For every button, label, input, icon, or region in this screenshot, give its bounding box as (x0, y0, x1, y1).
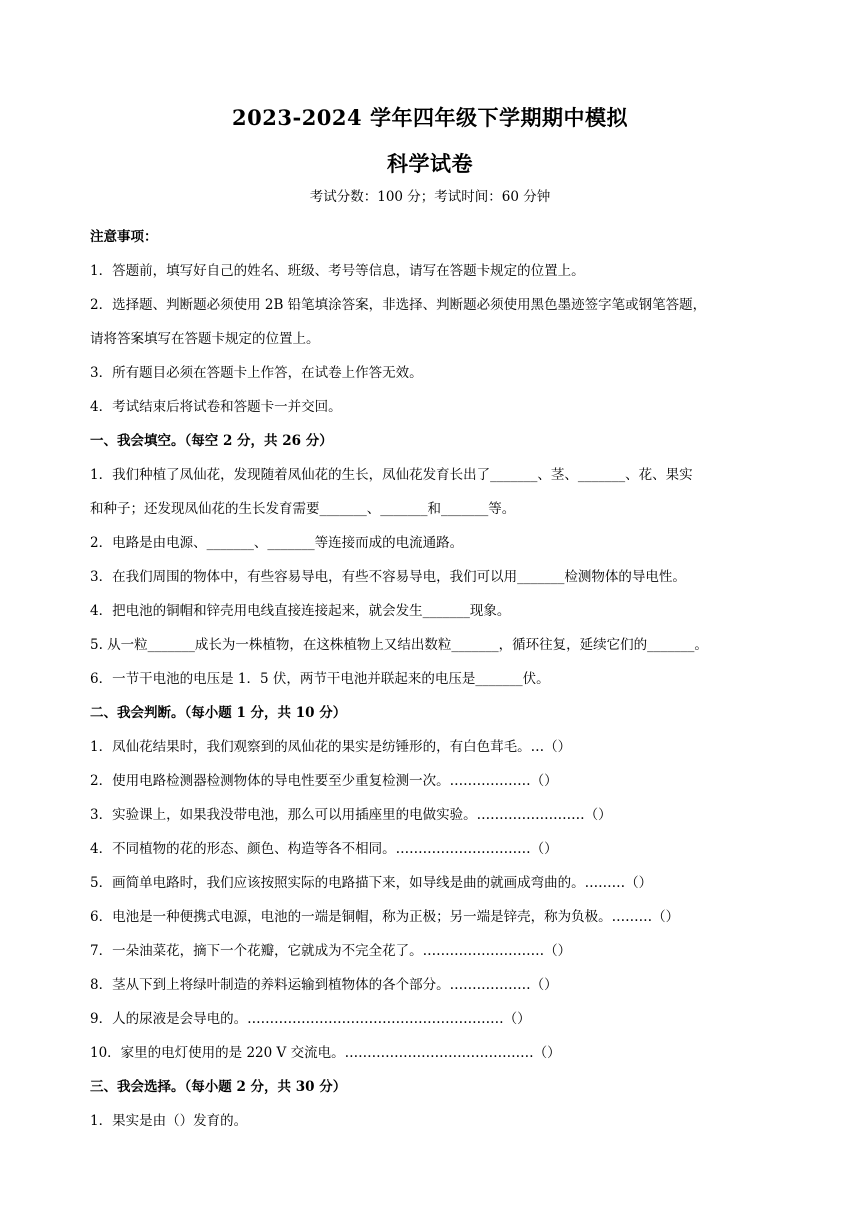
notice-heading: 注意事项： (90, 229, 158, 245)
judgement-question: 9．人的尿液是会导电的。…………………………………………………（） (90, 1011, 531, 1027)
notice-item: 请将答案填写在答题卡规定的位置上。 (90, 331, 320, 347)
notice-item: 2．选择题、判断题必须使用 2B 铅笔填涂答案，非选择、判断题必须使用黑色墨迹签字笔或钢笔答题， (90, 297, 707, 313)
judgement-question: 2．使用电路检测器检测物体的导电性要至少重复检测一次。………………（） (90, 773, 558, 789)
fill-blank-question: 5. 从一粒_______成长为一株植物，在这株植物上又结出数粒_______，循环往复，延续它们的_______。 (90, 637, 708, 653)
fill-blank-question: 4．把电池的铜帽和锌壳用电线直接连接起来，就会发生_______现象。 (90, 603, 511, 619)
judgement-question: 10．家里的电灯使用的是 220 V 交流电。……………………………………（） (90, 1045, 561, 1061)
fill-blank-question: 2．电路是由电源、_______、_______等连接而成的电流通路。 (90, 535, 464, 551)
fill-blank-question: 和种子；还发现凤仙花的生长发育需要_______、_______和_______等。 (90, 501, 516, 517)
judgement-question: 3．实验课上，如果我没带电池，那么可以用插座里的电做实验。……………………（） (90, 807, 612, 823)
section2-heading: 二、我会判断。（每小题 1 分，共 10 分） (90, 705, 347, 721)
notice-item: 3．所有题目必须在答题卡上作答，在试卷上作答无效。 (90, 365, 423, 381)
exam-info: 考试分数：100 分；考试时间：60 分钟 (309, 189, 551, 205)
judgement-question: 5．画简单电路时，我们应该按照实际的电路描下来，如导线是曲的就画成弯曲的。………（） (90, 875, 653, 891)
choice-question: 1．果实是由（）发育的。 (90, 1113, 248, 1129)
fill-blank-question: 1．我们种植了凤仙花，发现随着凤仙花的生长，凤仙花发育长出了_______、茎、_______、花、果实 (90, 467, 693, 483)
exam-body (90, 220, 770, 1138)
judgement-question: 4．不同植物的花的形态、颜色、构造等各不相同。…………………………（） (90, 841, 558, 857)
judgement-question: 1．凤仙花结果时，我们观察到的凤仙花的果实是纺锤形的，有白色茸毛。…（） (90, 739, 572, 755)
judgement-question: 8．茎从下到上将绿叶制造的养料运输到植物体的各个部分。………………（） (90, 977, 558, 993)
exam-subject-title: 科学试卷 (387, 151, 473, 176)
section3-heading: 三、我会选择。（每小题 2 分，共 30 分） (90, 1079, 347, 1095)
section1-heading: 一、我会填空。（每空 2 分，共 26 分） (90, 433, 333, 449)
exam-title: 2023-2024 学年四年级下学期期中模拟 (232, 105, 628, 130)
fill-blank-question: 3．在我们周围的物体中，有些容易导电，有些不容易导电，我们可以用_______检测物体的导电性。 (90, 569, 686, 585)
notice-item: 4．考试结束后将试卷和答题卡一并交回。 (90, 399, 342, 415)
judgement-question: 7．一朵油菜花，摘下一个花瓣，它就成为不完全花了。………………………（） (90, 943, 572, 959)
notice-item: 1．答题前，填写好自己的姓名、班级、考号等信息，请写在答题卡规定的位置上。 (90, 263, 585, 279)
judgement-question: 6．电池是一种便携式电源，电池的一端是铜帽，称为正极；另一端是锌壳，称为负极。………（） (90, 909, 680, 925)
fill-blank-question: 6．一节干电池的电压是 1．5 伏，两节干电池并联起来的电压是_______伏。 (90, 671, 550, 687)
